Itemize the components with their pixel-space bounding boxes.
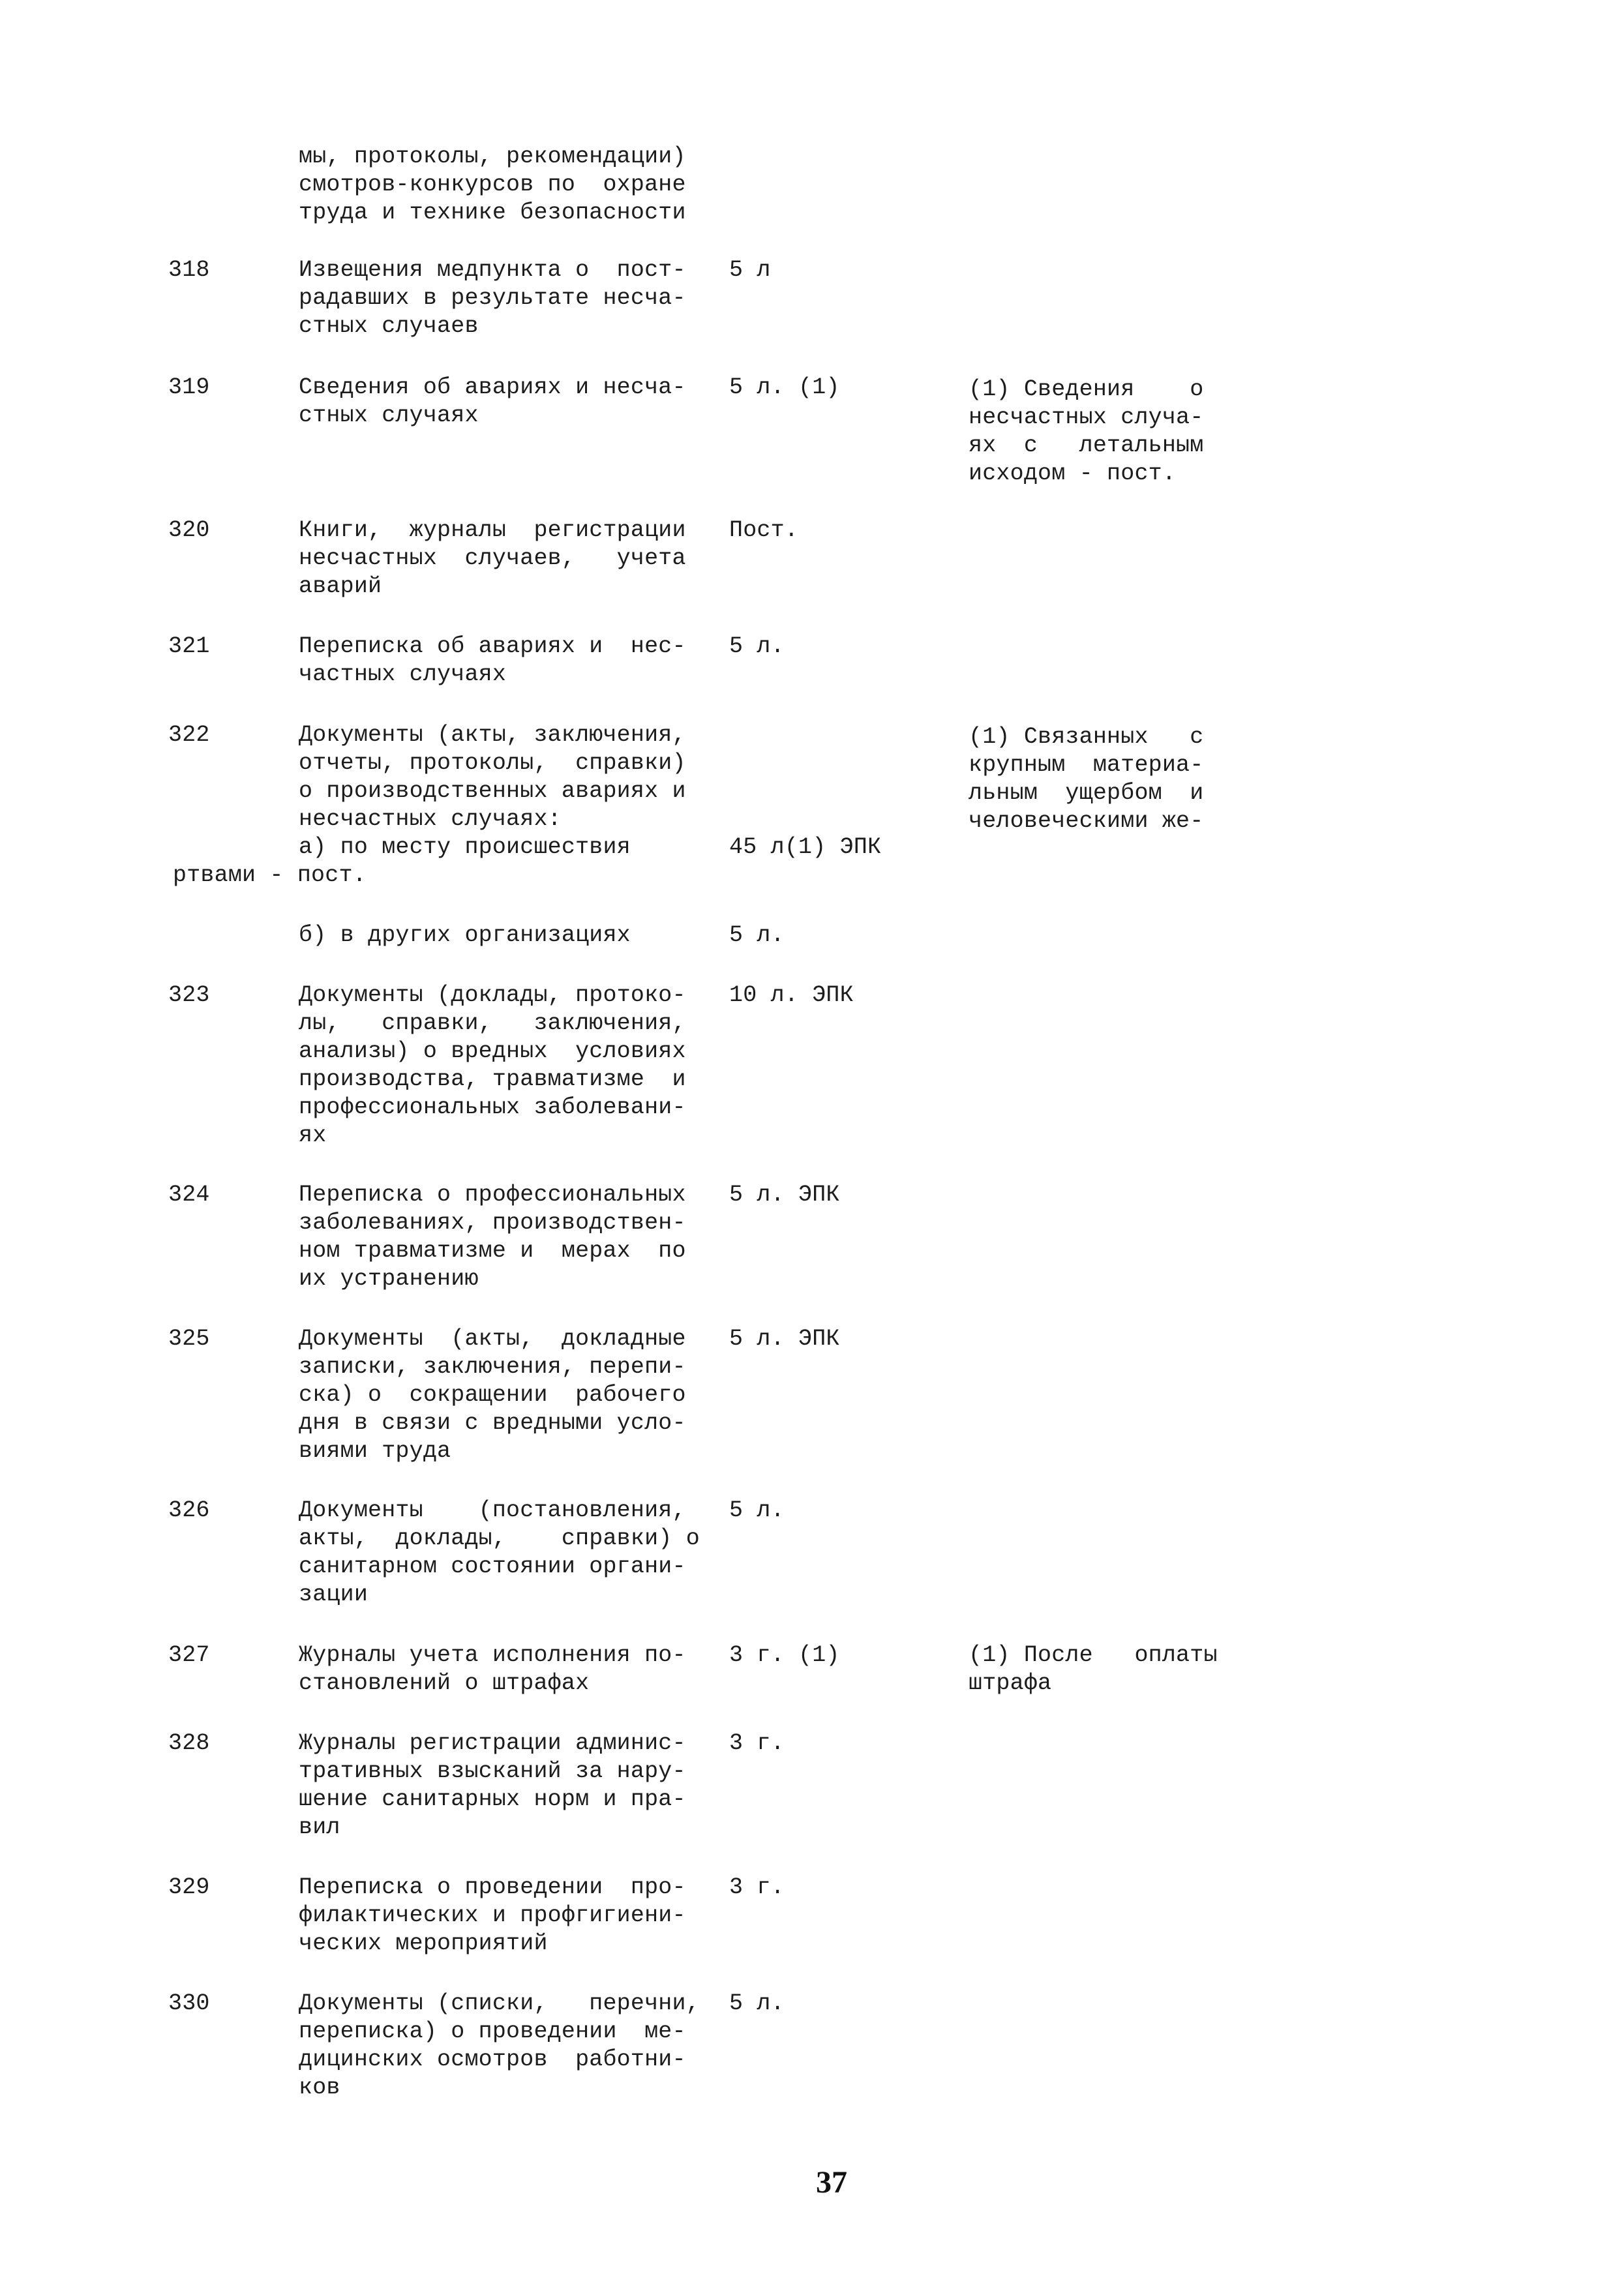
entry-description: Документы (постановления, <box>299 1497 686 1523</box>
entry-description: ческих мероприятий <box>299 1930 548 1956</box>
entry-description: становлений о штрафах <box>299 1670 590 1696</box>
entry-note: исходом - пост. <box>969 460 1177 487</box>
entry-number: 328 <box>168 1730 210 1756</box>
entry-retention-term: 5 л. <box>729 1497 785 1523</box>
entry-number: 320 <box>168 517 210 543</box>
entry-note: льным ущербом и <box>969 780 1204 806</box>
entry-description: вил <box>299 1814 340 1840</box>
entry-description: Сведения об авариях и несча- <box>299 374 686 400</box>
entry-description: аварий <box>299 573 382 599</box>
entry-number: 326 <box>168 1497 210 1523</box>
entry-description: записки, заключения, перепи- <box>299 1354 686 1380</box>
entry-description: виями труда <box>299 1438 451 1464</box>
entry-description: профессиональных заболевани- <box>299 1094 686 1120</box>
entry-note: несчастных случа- <box>969 404 1204 430</box>
entry-retention-term: 3 г. <box>729 1874 785 1900</box>
entry-retention-term: 10 л. ЭПК <box>729 982 854 1008</box>
entry-description: Журналы учета исполнения по- <box>299 1642 686 1668</box>
entry-description: несчастных случаях: <box>299 806 562 832</box>
entry-description: радавших в результате несча- <box>299 285 686 311</box>
entry-retention-term: 5 л. ЭПК <box>729 1182 840 1208</box>
entry-description: зации <box>299 1581 368 1608</box>
entry-description: тративных взысканий за нару- <box>299 1758 686 1784</box>
entry-subitem-term: 45 л(1) ЭПК <box>729 834 882 860</box>
entry-description: дицинских осмотров работни- <box>299 2046 686 2073</box>
entry-description: шение санитарных норм и пра- <box>299 1786 686 1812</box>
entry-description: ска) о сокращении рабочего <box>299 1382 686 1408</box>
entry-description: стных случаев <box>299 313 479 339</box>
entry-subitem-term: 5 л. <box>729 922 785 948</box>
continuation-line: труда и технике безопасности <box>299 200 686 226</box>
entry-retention-term: Пост. <box>729 517 799 543</box>
entry-description: Документы (акты, заключения, <box>299 722 686 748</box>
entry-retention-term: 5 л. <box>729 1990 785 2016</box>
entry-description: санитарном состоянии органи- <box>299 1553 686 1580</box>
entry-description: филактических и профгигиени- <box>299 1902 686 1928</box>
entry-number: 319 <box>168 374 210 400</box>
entry-description: Извещения медпункта о пост- <box>299 257 686 283</box>
entry-retention-term: 5 л. (1) <box>729 374 840 400</box>
entry-retention-term: 3 г. <box>729 1730 785 1756</box>
entry-number: 325 <box>168 1326 210 1352</box>
entry-note: (1) Связанных с <box>969 724 1204 750</box>
entry-number: 330 <box>168 1990 210 2016</box>
entry-note: крупным материа- <box>969 752 1204 778</box>
entry-description: акты, доклады, справки) о <box>299 1525 700 1551</box>
entry-description: переписка) о проведении ме- <box>299 2018 686 2044</box>
entry-description: отчеты, протоколы, справки) <box>299 750 686 776</box>
entry-description: Журналы регистрации админис- <box>299 1730 686 1756</box>
entry-description: производства, травматизме и <box>299 1066 686 1092</box>
entry-description: ях <box>299 1122 327 1148</box>
entry-description: Документы (доклады, протоко- <box>299 982 686 1008</box>
entry-description: Документы (списки, перечни, <box>299 1990 700 2016</box>
entry-description: ном травматизме и мерах по <box>299 1238 686 1264</box>
entry-description: лы, справки, заключения, <box>299 1010 686 1036</box>
entry-description: стных случаях <box>299 402 479 428</box>
entry-description: их устранению <box>299 1266 479 1292</box>
entry-note: человеческими же- <box>969 808 1204 834</box>
entry-number: 323 <box>168 982 210 1008</box>
entry-number: 327 <box>168 1642 210 1668</box>
entry-number: 322 <box>168 722 210 748</box>
entry-description: Книги, журналы регистрации <box>299 517 686 543</box>
entry-retention-term: 5 л. <box>729 633 785 659</box>
entry-number: 329 <box>168 1874 210 1900</box>
entry-subitem-label: а) по месту происшествия <box>299 834 631 860</box>
entry-note: штрафа <box>969 1670 1052 1696</box>
entry-description: Документы (акты, докладные <box>299 1326 686 1352</box>
entry-description: Переписка о проведении про- <box>299 1874 686 1900</box>
entry-note: ях с летальным <box>969 432 1204 458</box>
entry-description: о производственных авариях и <box>299 778 686 804</box>
entry-number: 324 <box>168 1182 210 1208</box>
continuation-line: мы, протоколы, рекомендации) <box>299 143 686 170</box>
entry-number: 318 <box>168 257 210 283</box>
entry-retention-term: 5 л. ЭПК <box>729 1326 840 1352</box>
entry-retention-term: 5 л <box>729 257 771 283</box>
entry-note: (1) Сведения о <box>969 376 1204 402</box>
entry-description: Переписка о профессиональных <box>299 1182 686 1208</box>
entry-description: несчастных случаев, учета <box>299 545 686 571</box>
entry-description: ков <box>299 2074 340 2101</box>
entry-description: анализы) о вредных условиях <box>299 1038 686 1064</box>
entry-description: дня в связи с вредными усло- <box>299 1410 686 1436</box>
entry-description: заболеваниях, производствен- <box>299 1210 686 1236</box>
entry-note: (1) После оплаты <box>969 1642 1218 1668</box>
entry-subitem-label: б) в других организациях <box>299 922 631 948</box>
continuation-line: смотров-конкурсов по охране <box>299 172 686 198</box>
entry-retention-term: 3 г. (1) <box>729 1642 840 1668</box>
page-number: 37 <box>816 2165 847 2200</box>
entry-description: Переписка об авариях и нес- <box>299 633 686 659</box>
entry-note-overflow: ртвами - пост. <box>173 862 367 888</box>
entry-number: 321 <box>168 633 210 659</box>
entry-description: частных случаях <box>299 661 507 687</box>
